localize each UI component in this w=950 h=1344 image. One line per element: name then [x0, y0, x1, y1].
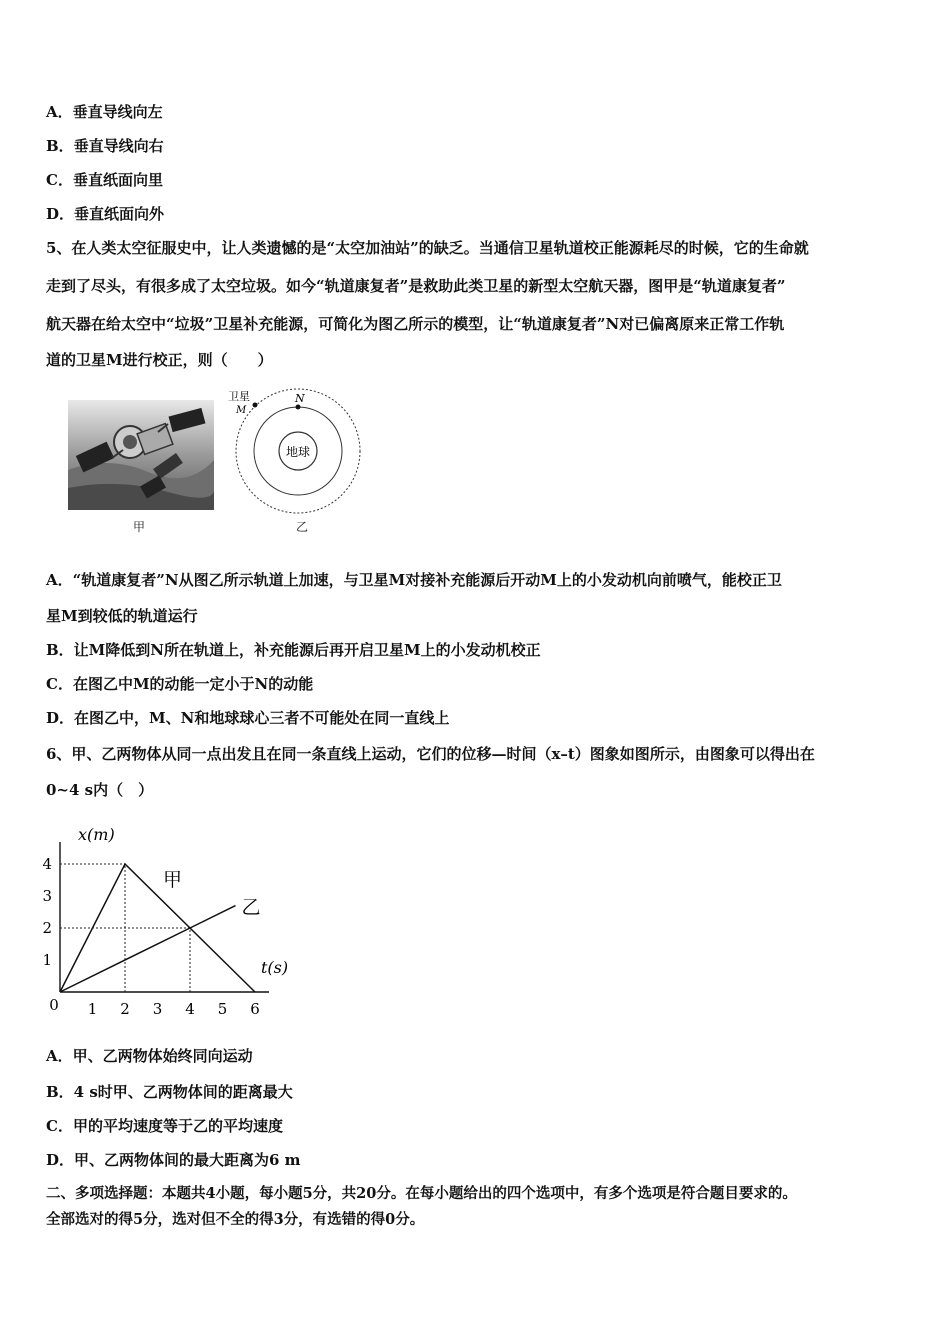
x-tick-label-6: 6 — [250, 1000, 260, 1018]
satellite-label: 卫星 — [228, 390, 250, 403]
q6-stem-line-2: 0~4 s内（ ） — [46, 781, 154, 799]
series-label-jia: 甲 — [163, 869, 183, 891]
q5-stem-line-4: 道的卫星M进行校正，则（ ） — [46, 351, 273, 369]
q6-option-c: C．甲的平均速度等于乙的平均速度 — [46, 1117, 283, 1135]
q4-option-c: C．垂直纸面向里 — [46, 171, 163, 189]
y-axis-label: x(m) — [78, 825, 115, 844]
x-tick-label-5: 5 — [217, 1000, 228, 1018]
x-tick-label-3: 3 — [152, 1000, 163, 1018]
q6-option-b: B．4 s时甲、乙两物体间的距离最大 — [46, 1083, 293, 1101]
figure-jia-caption: 甲 — [133, 520, 146, 534]
x-tick-label-2: 2 — [120, 1000, 130, 1018]
earth-label: 地球 — [285, 445, 311, 459]
y-tick-label-4: 4 — [42, 855, 52, 873]
y-tick-label-3: 3 — [42, 887, 52, 905]
satellite-m-dot — [253, 403, 258, 408]
x-axis-label: t(s) — [261, 957, 289, 977]
q6-option-d: D．甲、乙两物体间的最大距离为6 m — [46, 1151, 301, 1169]
q5-option-a-line-1: A．“轨道康复者”N从图乙所示轨道上加速，与卫星M对接补充能源后开动M上的小发动机向前喷气，能校正卫 — [46, 571, 782, 589]
n-label: N — [295, 392, 305, 405]
y-tick-label-1: 1 — [42, 951, 52, 969]
q6-stem-line-1: 6、甲、乙两物体从同一点出发且在同一条直线上运动，它们的位移—时间（x–t）图象如图所示，由图象可以得出在 — [46, 745, 815, 763]
q4-option-b: B．垂直导线向右 — [46, 137, 164, 155]
x-tick-label-4: 4 — [185, 1000, 195, 1018]
satellite-n-dot — [296, 405, 301, 410]
section2-heading-line-2: 全部选对的得5分，选对但不全的得3分，有选错的得0分。 — [46, 1211, 425, 1228]
figure-yi-caption: 乙 — [296, 520, 309, 534]
q5-option-a-line-2: 星M到较低的轨道运行 — [46, 607, 198, 625]
xt-chart — [40, 812, 340, 1032]
satellite-photo-illustration — [68, 400, 214, 510]
x-tick-label-1: 1 — [87, 1000, 98, 1018]
figure-jia-photo — [68, 400, 214, 510]
section2-heading-line-1: 二、多项选择题：本题共4小题，每小题5分，共20分。在每小题给出的四个选项中，有多个选项是符合题目要求的。 — [46, 1185, 797, 1202]
q5-option-b: B．让M降低到N所在轨道上，补充能源后再开启卫星M上的小发动机校正 — [46, 641, 541, 659]
q4-option-a: A．垂直导线向左 — [46, 103, 163, 121]
q5-stem-line-1: 5、在人类太空征服史中，让人类遗憾的是“太空加油站”的缺乏。当通信卫星轨道校正能源耗尽的时候，它的生命就 — [46, 239, 809, 257]
y-tick-label-2: 2 — [42, 919, 52, 937]
xt-chart-svg — [40, 812, 340, 1032]
q5-option-c: C．在图乙中M的动能一定小于N的动能 — [46, 675, 314, 693]
q6-option-a: A．甲、乙两物体始终同向运动 — [46, 1047, 253, 1065]
series-label-yi: 乙 — [241, 896, 261, 919]
series-line-yi — [60, 906, 236, 992]
q5-stem-line-3: 航天器在给太空中“垃圾”卫星补充能源，可简化为图乙所示的模型，让“轨道康复者”N对已偏离原来正常工作轨 — [46, 315, 785, 333]
m-label: M — [236, 405, 247, 416]
origin-label: 0 — [49, 996, 59, 1014]
q5-option-d: D．在图乙中，M、N和地球球心三者不可能处在同一直线上 — [46, 709, 450, 727]
figure-yi-orbit-diagram — [222, 386, 372, 518]
q4-option-d: D．垂直纸面向外 — [46, 205, 165, 223]
q5-stem-line-2: 走到了尽头，有很多成了太空垃圾。如今“轨道康复者”是救助此类卫星的新型太空航天器，图甲是“轨道康复者” — [46, 277, 786, 295]
